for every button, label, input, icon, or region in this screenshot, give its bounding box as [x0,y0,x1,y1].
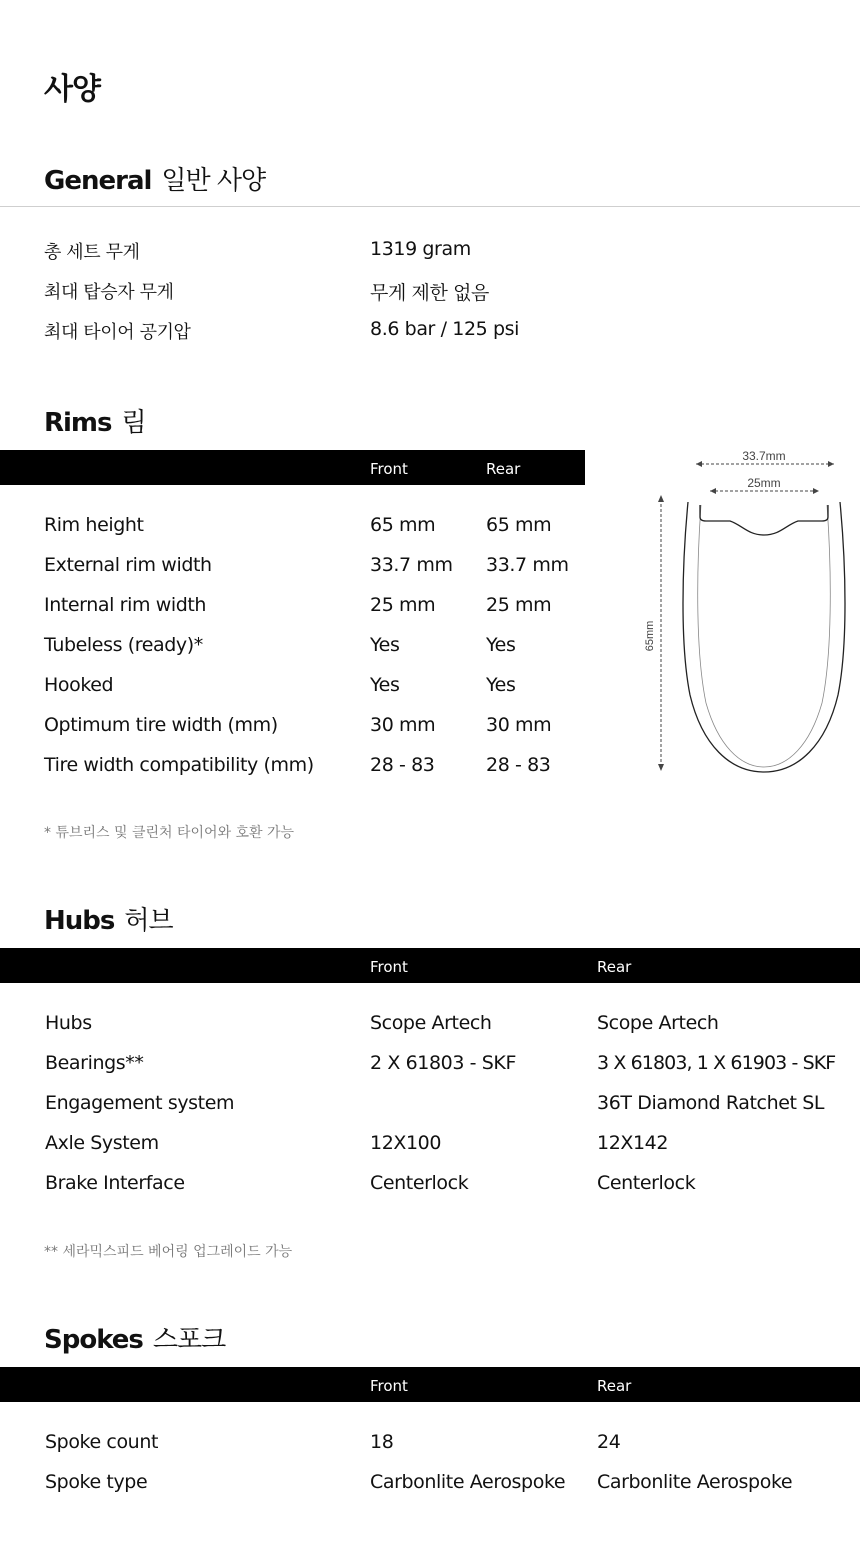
rims-row-front: 25 mm [370,594,436,616]
general-title: General [44,166,152,196]
general-row-value: 1319 gram [370,238,471,260]
rims-row-rear: Yes [486,674,516,696]
spokes-row-front: Carbonlite Aerospoke [370,1471,566,1493]
rim-outer-profile [683,502,845,772]
rims-col-front: Front [370,460,408,478]
rims-row-rear: 30 mm [486,714,552,736]
rim-inner-profile [698,505,831,767]
hubs-row-front: 2 X 61803 - SKF [370,1052,517,1074]
arrow-down-icon [658,764,664,771]
rims-row-front: Yes [370,674,400,696]
rims-row-label: Tubeless (ready)* [44,634,203,656]
hubs-row-rear: 3 X 61803, 1 X 61903 - SKF [597,1052,836,1074]
rims-table-header [0,450,585,485]
height-label: 65mm [644,620,656,652]
rims-row-label: Hooked [44,674,114,696]
hubs-footnote: ** 세라믹스피드 베어링 업그레이드 가능 [44,1244,293,1260]
spokes-col-rear: Rear [597,1377,632,1395]
hubs-row-label: Engagement system [45,1092,235,1114]
general-title-ko: 일반 사양 [161,166,266,196]
spokes-row-rear: 24 [597,1431,621,1453]
hubs-row-label: Hubs [45,1012,92,1034]
general-row-value: 무게 제한 없음 [370,282,490,304]
arrow-right-icon [828,461,834,467]
rim-profile-diagram [630,445,855,785]
hubs-row-label: Bearings** [45,1052,144,1074]
rims-row-label: Tire width compatibility (mm) [44,754,314,776]
general-row-label: 총 세트 무게 [44,242,140,263]
arrow-left-icon [696,461,702,467]
rims-section-title [44,402,146,439]
spokes-row-label: Spoke type [45,1471,148,1493]
rims-row-front: 65 mm [370,514,436,536]
hubs-col-rear: Rear [597,958,632,976]
rims-row-rear: 25 mm [486,594,552,616]
rims-title: Rims [44,408,112,438]
spokes-title-ko: 스포크 [152,1325,226,1355]
hubs-section-title [44,900,173,937]
rims-title-ko: 림 [121,408,146,438]
rims-row-label: External rim width [44,554,212,576]
rims-row-label: Rim height [44,514,144,536]
spokes-row-front: 18 [370,1431,394,1453]
general-row-value: 8.6 bar / 125 psi [370,318,519,340]
general-divider [0,206,860,207]
spokes-section-title [44,1319,225,1356]
rims-row-rear: 65 mm [486,514,552,536]
spokes-table-header [0,1367,860,1402]
rims-row-rear: Yes [486,634,516,656]
rims-row-front: 33.7 mm [370,554,453,576]
rims-row-front: 28 - 83 [370,754,435,776]
hubs-row-label: Brake Interface [45,1172,185,1194]
hubs-row-label: Axle System [45,1132,159,1154]
rims-row-label: Optimum tire width (mm) [44,714,278,736]
hubs-row-rear: 12X142 [597,1132,669,1154]
rim-bed-profile [700,505,828,535]
arrow-up-icon [658,495,664,502]
general-row-label: 최대 타이어 공기압 [44,322,191,343]
external-width-label: 33.7mm [742,449,786,463]
hubs-table-header [0,948,860,983]
spokes-row-rear: Carbonlite Aerospoke [597,1471,793,1493]
page-title: 사양 [44,72,100,107]
hubs-row-rear: Scope Artech [597,1012,719,1034]
hubs-row-front: Scope Artech [370,1012,492,1034]
hubs-col-front: Front [370,958,408,976]
hubs-row-front: 12X100 [370,1132,442,1154]
general-section-title [44,160,265,197]
rims-row-rear: 33.7 mm [486,554,569,576]
rims-row-rear: 28 - 83 [486,754,551,776]
rims-row-front: 30 mm [370,714,436,736]
arrow-left-icon [710,488,716,494]
hubs-row-front: Centerlock [370,1172,469,1194]
arrow-right-icon [813,488,819,494]
hubs-title: Hubs [44,906,115,936]
rims-col-rear: Rear [486,460,521,478]
hubs-row-rear: Centerlock [597,1172,696,1194]
rims-row-label: Internal rim width [44,594,207,616]
spokes-row-label: Spoke count [45,1431,159,1453]
hubs-title-ko: 허브 [124,906,173,936]
rims-footnote: * 튜브리스 및 클린처 타이어와 호환 가능 [44,825,295,841]
rims-row-front: Yes [370,634,400,656]
general-row-label: 최대 탑승자 무게 [44,282,174,303]
spokes-title: Spokes [44,1325,143,1355]
internal-width-label: 25mm [747,476,781,490]
hubs-row-rear: 36T Diamond Ratchet SL [597,1092,825,1114]
spokes-col-front: Front [370,1377,408,1395]
